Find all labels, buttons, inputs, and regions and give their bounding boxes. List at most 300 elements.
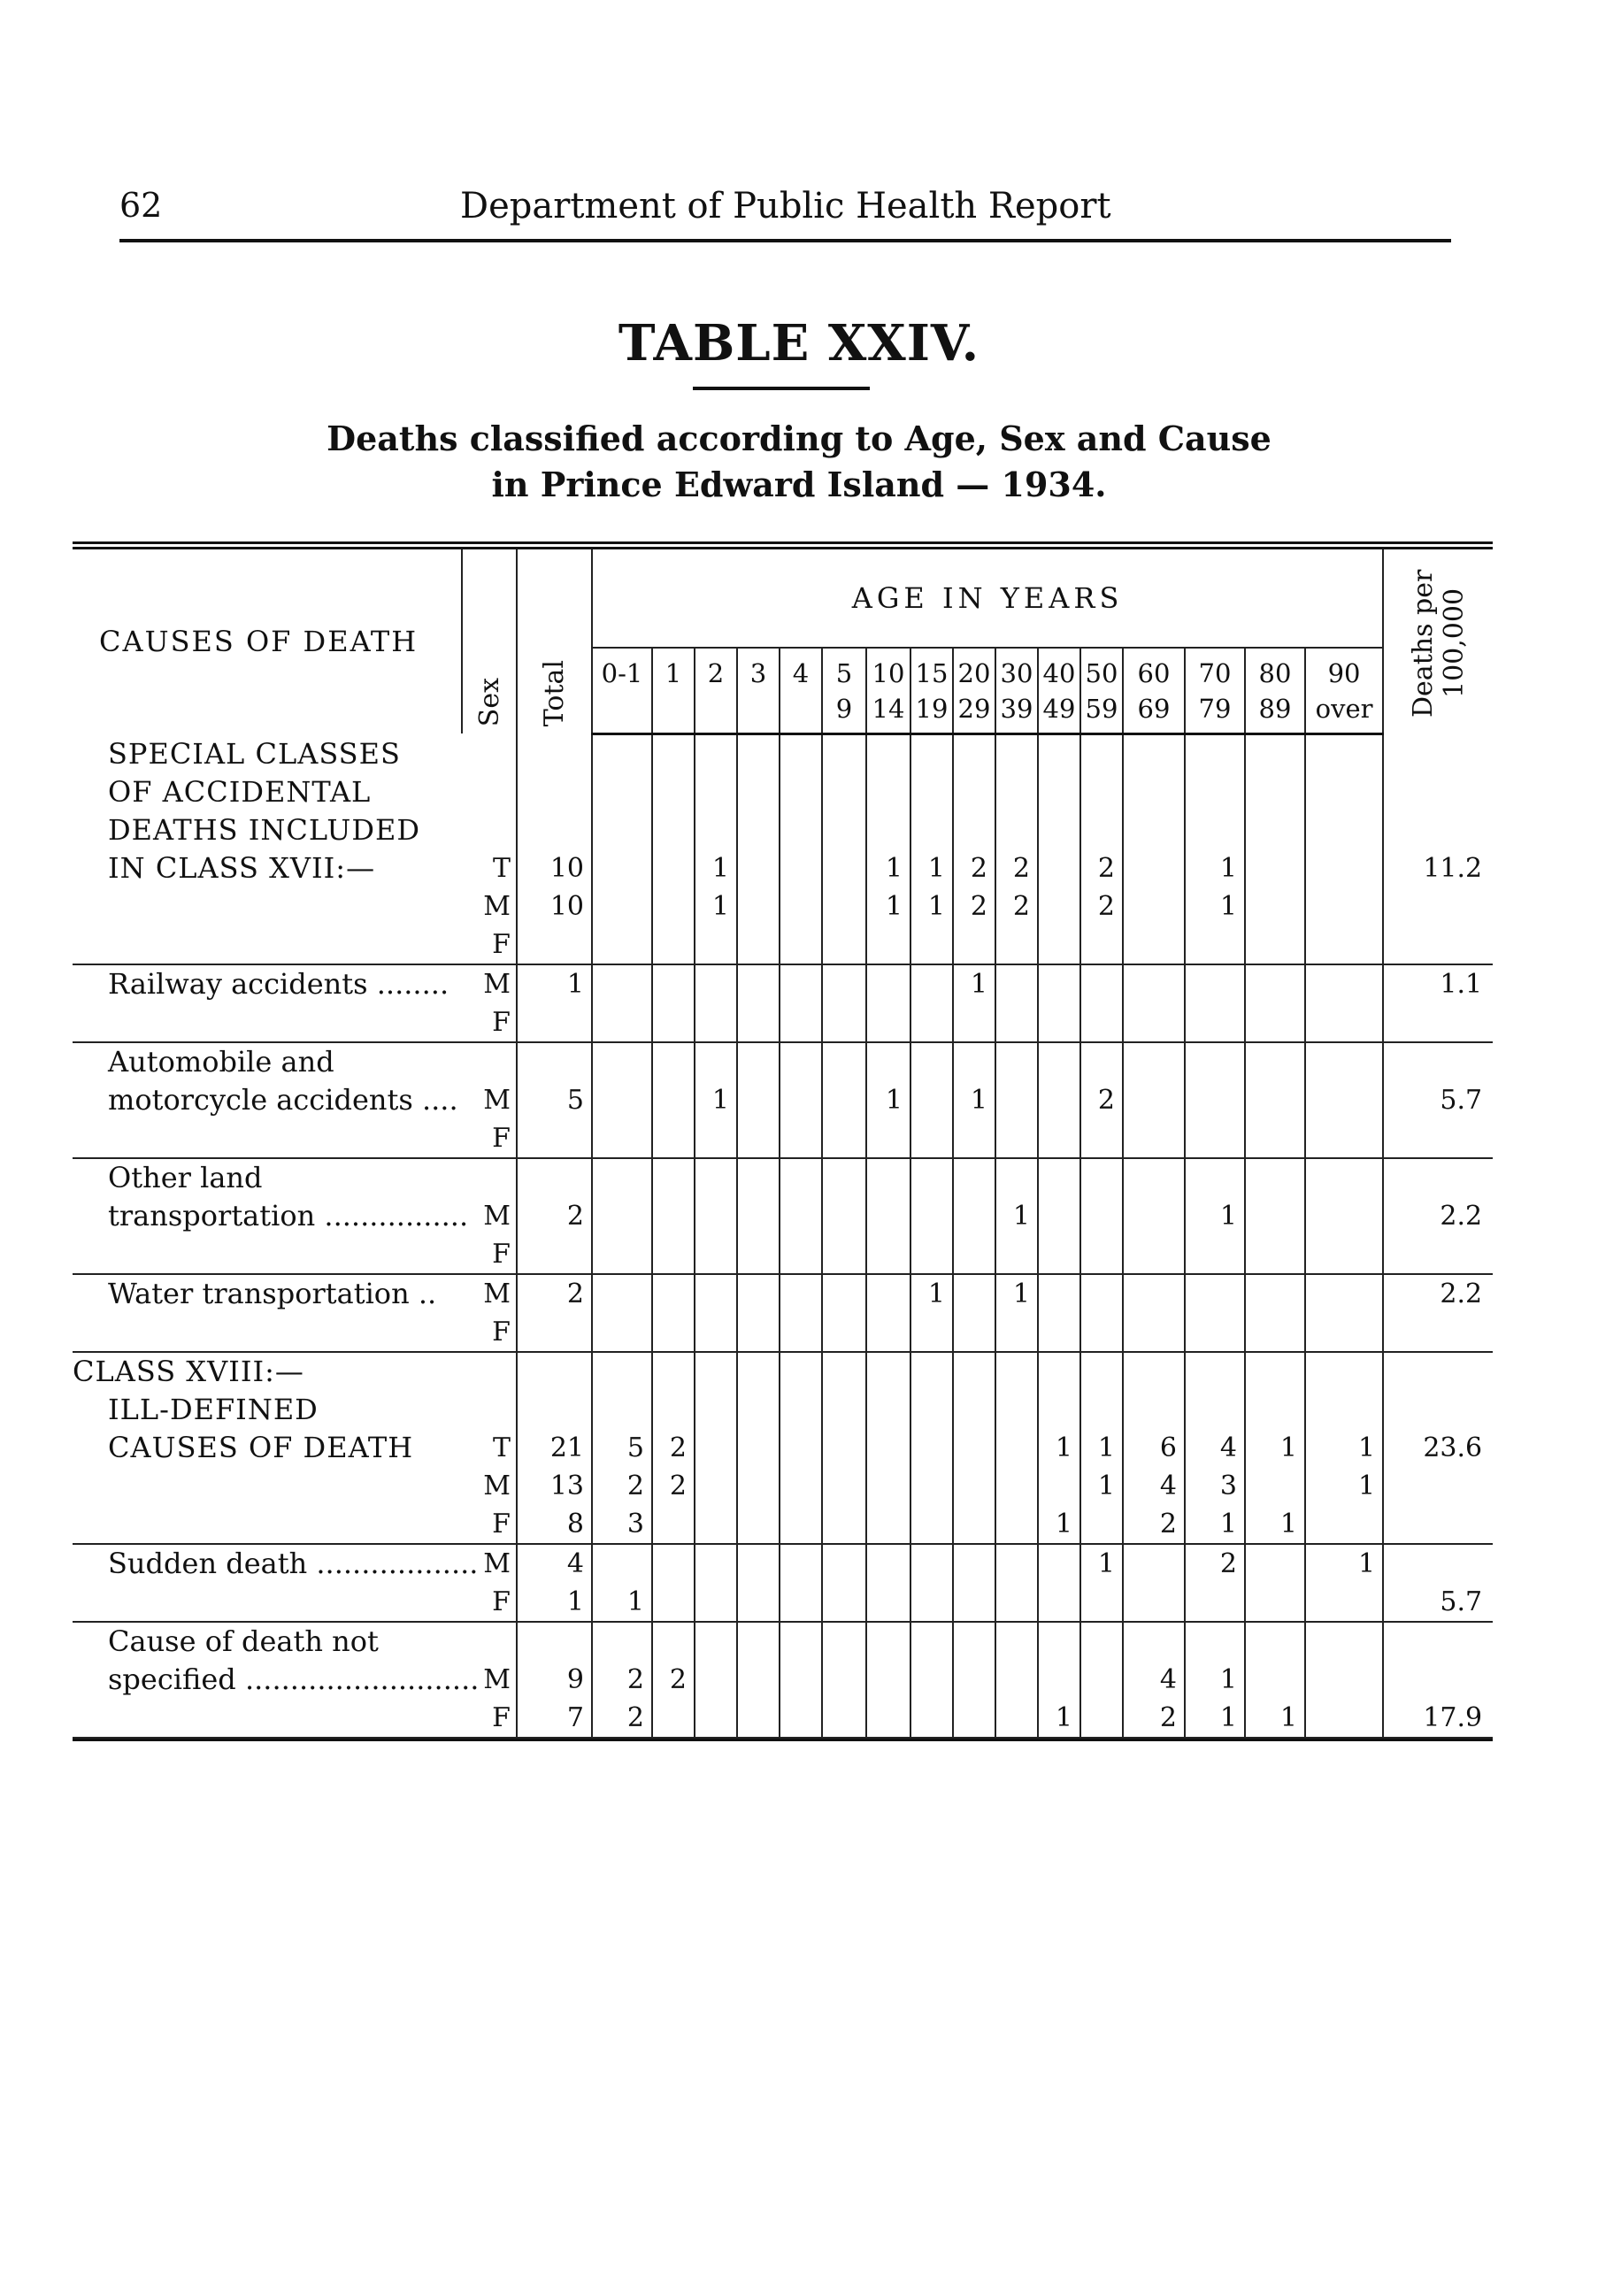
age-count-cell bbox=[953, 1158, 995, 1197]
age-count-cell bbox=[1245, 1661, 1305, 1699]
age-count-cell bbox=[995, 1235, 1038, 1274]
age-count-cell: 2 bbox=[652, 1429, 695, 1467]
age-band-from: 80 bbox=[1258, 658, 1292, 688]
age-count-cell bbox=[1245, 1119, 1305, 1158]
age-count-cell bbox=[866, 1119, 910, 1158]
total-cell: 8 bbox=[517, 1505, 592, 1544]
age-count-cell bbox=[780, 1119, 822, 1158]
age-count-cell bbox=[780, 1699, 822, 1738]
total-cell: 4 bbox=[517, 1544, 592, 1583]
age-count-cell bbox=[737, 964, 780, 1003]
cause-cell bbox=[73, 1119, 462, 1158]
age-count-cell bbox=[1038, 1661, 1080, 1699]
age-count-cell bbox=[737, 1003, 780, 1042]
age-band-header bbox=[953, 648, 995, 733]
age-count-cell bbox=[592, 1352, 652, 1391]
age-count-cell bbox=[737, 1235, 780, 1274]
age-count-cell bbox=[866, 1544, 910, 1583]
cause-cell: DEATHS INCLUDED bbox=[108, 812, 420, 847]
cause-cell: Water transportation .. bbox=[108, 1276, 437, 1310]
age-count-cell bbox=[822, 1081, 866, 1119]
age-count-cell bbox=[1305, 1158, 1383, 1197]
age-count-cell bbox=[995, 964, 1038, 1003]
age-count-cell: 1 bbox=[1245, 1429, 1305, 1467]
header-sex-text: Sex bbox=[473, 677, 505, 726]
total-cell: 7 bbox=[517, 1699, 592, 1738]
age-count-cell: 4 bbox=[1123, 1467, 1185, 1505]
age-count-cell bbox=[822, 1622, 866, 1661]
cause-cell bbox=[73, 925, 462, 964]
age-count-cell bbox=[1080, 1583, 1123, 1622]
age-count-cell bbox=[780, 1081, 822, 1119]
age-count-cell bbox=[780, 849, 822, 887]
age-count-cell bbox=[1185, 1622, 1245, 1661]
age-count-cell bbox=[737, 1583, 780, 1622]
age-count-cell: 4 bbox=[1185, 1429, 1245, 1467]
rate-cell: 5.7 bbox=[1383, 1583, 1493, 1622]
age-count-cell bbox=[1185, 964, 1245, 1003]
age-count-cell bbox=[910, 1197, 953, 1235]
age-count-cell bbox=[737, 1081, 780, 1119]
table-row bbox=[73, 1158, 1493, 1197]
age-count-cell bbox=[780, 1003, 822, 1042]
age-count-cell bbox=[1038, 849, 1080, 887]
rate-cell: 5.7 bbox=[1383, 1081, 1493, 1119]
age-count-cell bbox=[1185, 1583, 1245, 1622]
age-count-cell bbox=[910, 1313, 953, 1352]
age-count-cell bbox=[1038, 1622, 1080, 1661]
age-count-cell: 1 bbox=[1245, 1699, 1305, 1738]
age-count-cell bbox=[910, 1622, 953, 1661]
header-total bbox=[517, 549, 592, 733]
age-count-cell bbox=[780, 1467, 822, 1505]
age-band-from: 2 bbox=[707, 658, 725, 688]
age-count-cell bbox=[652, 1544, 695, 1583]
age-count-cell: 2 bbox=[592, 1699, 652, 1738]
cause-cell: IN CLASS XVII:— bbox=[108, 850, 376, 885]
age-count-cell: 3 bbox=[592, 1505, 652, 1544]
age-count-cell bbox=[1080, 773, 1123, 811]
sex-cell: T bbox=[492, 1432, 511, 1463]
age-count-cell bbox=[1305, 1235, 1383, 1274]
header-deaths-per-100000-text: Deaths per 100,000 bbox=[1407, 569, 1470, 718]
age-band-header bbox=[822, 648, 866, 733]
age-count-cell bbox=[1185, 1042, 1245, 1081]
age-count-cell bbox=[1038, 1391, 1080, 1429]
age-count-cell: 1 bbox=[1038, 1505, 1080, 1544]
age-count-cell bbox=[866, 773, 910, 811]
rate-cell bbox=[1383, 1505, 1493, 1544]
age-count-cell bbox=[910, 925, 953, 964]
age-count-cell bbox=[866, 1003, 910, 1042]
age-count-cell bbox=[1245, 1197, 1305, 1235]
age-count-cell: 2 bbox=[995, 887, 1038, 925]
total-cell: 1 bbox=[517, 964, 592, 1003]
age-count-cell bbox=[995, 1505, 1038, 1544]
subtitle-line-2: in Prince Edward Island — 1934. bbox=[491, 465, 1107, 504]
age-count-cell bbox=[1305, 1081, 1383, 1119]
age-count-cell bbox=[822, 1274, 866, 1313]
age-count-cell: 1 bbox=[866, 1081, 910, 1119]
age-count-cell bbox=[822, 733, 866, 773]
cause-cell: Railway accidents ........ bbox=[108, 966, 449, 1001]
age-count-cell bbox=[737, 887, 780, 925]
rate-cell: 11.2 bbox=[1383, 849, 1493, 887]
age-count-cell bbox=[822, 773, 866, 811]
age-count-cell bbox=[695, 733, 737, 773]
age-count-cell bbox=[652, 1622, 695, 1661]
age-count-cell: 1 bbox=[1185, 1699, 1245, 1738]
total-cell bbox=[517, 773, 592, 811]
age-band-header bbox=[910, 648, 953, 733]
age-count-cell bbox=[695, 773, 737, 811]
sex-cell bbox=[462, 811, 517, 849]
age-count-cell bbox=[780, 1622, 822, 1661]
age-count-cell bbox=[995, 733, 1038, 773]
table-row bbox=[73, 811, 1493, 849]
total-cell: 13 bbox=[517, 1467, 592, 1505]
age-count-cell bbox=[695, 1699, 737, 1738]
age-count-cell: 1 bbox=[1185, 887, 1245, 925]
age-band-header bbox=[695, 648, 737, 733]
age-count-cell bbox=[1305, 1003, 1383, 1042]
age-count-cell: 1 bbox=[1305, 1467, 1383, 1505]
age-count-cell: 1 bbox=[592, 1583, 652, 1622]
age-count-cell bbox=[1305, 1119, 1383, 1158]
age-count-cell bbox=[995, 1158, 1038, 1197]
age-count-cell bbox=[1038, 773, 1080, 811]
age-count-cell bbox=[1080, 1661, 1123, 1699]
age-count-cell bbox=[1245, 1544, 1305, 1583]
total-cell bbox=[517, 1352, 592, 1391]
age-count-cell bbox=[822, 1429, 866, 1467]
age-count-cell bbox=[652, 1699, 695, 1738]
header-causes-of-death: CAUSES OF DEATH bbox=[99, 625, 419, 658]
age-count-cell bbox=[822, 1544, 866, 1583]
age-count-cell bbox=[1305, 887, 1383, 925]
sex-cell: F bbox=[462, 1235, 517, 1274]
age-count-cell bbox=[1038, 1274, 1080, 1313]
age-count-cell bbox=[780, 1352, 822, 1391]
age-count-cell bbox=[953, 1235, 995, 1274]
age-count-cell bbox=[1038, 887, 1080, 925]
age-count-cell bbox=[1185, 1119, 1245, 1158]
age-count-cell bbox=[910, 811, 953, 849]
age-count-cell bbox=[822, 1042, 866, 1081]
age-band-header bbox=[1305, 648, 1383, 733]
age-count-cell: 2 bbox=[1123, 1505, 1185, 1544]
age-count-cell: 1 bbox=[866, 887, 910, 925]
age-count-cell bbox=[866, 925, 910, 964]
age-count-cell bbox=[910, 1505, 953, 1544]
age-count-cell bbox=[995, 1352, 1038, 1391]
age-count-cell bbox=[737, 1313, 780, 1352]
age-count-cell bbox=[822, 1467, 866, 1505]
age-count-cell bbox=[652, 1158, 695, 1197]
age-count-cell bbox=[780, 1042, 822, 1081]
age-count-cell bbox=[910, 1544, 953, 1583]
age-count-cell bbox=[866, 1467, 910, 1505]
age-count-cell bbox=[1123, 1391, 1185, 1429]
age-count-cell bbox=[695, 1158, 737, 1197]
age-band-header bbox=[995, 648, 1038, 733]
cause-cell bbox=[73, 1003, 462, 1042]
age-count-cell bbox=[1123, 964, 1185, 1003]
age-count-cell bbox=[953, 1429, 995, 1467]
age-count-cell bbox=[592, 1274, 652, 1313]
age-count-cell bbox=[1245, 1003, 1305, 1042]
header-total-text: Total bbox=[539, 659, 570, 726]
age-count-cell bbox=[822, 1003, 866, 1042]
age-band-to: 79 bbox=[1198, 694, 1232, 724]
age-count-cell bbox=[822, 811, 866, 849]
age-count-cell bbox=[822, 849, 866, 887]
age-count-cell bbox=[737, 1197, 780, 1235]
age-count-cell bbox=[822, 1197, 866, 1235]
table-row bbox=[73, 925, 1493, 964]
age-count-cell bbox=[780, 811, 822, 849]
age-count-cell bbox=[995, 1003, 1038, 1042]
age-count-cell bbox=[866, 964, 910, 1003]
cause-cell bbox=[73, 1505, 462, 1544]
age-count-cell bbox=[780, 964, 822, 1003]
age-count-cell bbox=[953, 1505, 995, 1544]
age-count-cell: 2 bbox=[1080, 849, 1123, 887]
age-count-cell bbox=[1123, 925, 1185, 964]
age-count-cell bbox=[780, 733, 822, 773]
age-count-cell bbox=[1080, 1197, 1123, 1235]
age-count-cell bbox=[737, 1505, 780, 1544]
table-row bbox=[73, 1661, 1493, 1699]
age-count-cell bbox=[866, 1274, 910, 1313]
age-count-cell bbox=[1123, 1003, 1185, 1042]
age-band-from: 70 bbox=[1198, 658, 1232, 688]
age-count-cell bbox=[780, 1313, 822, 1352]
age-count-cell bbox=[866, 1197, 910, 1235]
age-count-cell: 2 bbox=[953, 887, 995, 925]
rate-cell bbox=[1383, 1622, 1493, 1661]
sex-cell: F bbox=[462, 1699, 517, 1738]
cause-cell bbox=[73, 887, 462, 925]
age-count-cell bbox=[995, 1391, 1038, 1429]
age-count-cell: 1 bbox=[1245, 1505, 1305, 1544]
age-count-cell bbox=[1123, 1352, 1185, 1391]
age-count-cell bbox=[866, 733, 910, 773]
age-count-cell: 1 bbox=[866, 849, 910, 887]
age-count-cell bbox=[1038, 733, 1080, 773]
age-count-cell bbox=[695, 1467, 737, 1505]
age-count-cell bbox=[953, 1622, 995, 1661]
age-count-cell bbox=[737, 849, 780, 887]
age-count-cell bbox=[652, 887, 695, 925]
age-count-cell: 1 bbox=[1038, 1699, 1080, 1738]
rate-cell bbox=[1383, 1661, 1493, 1699]
age-count-cell: 1 bbox=[1185, 1197, 1245, 1235]
age-band-header bbox=[780, 648, 822, 733]
age-count-cell bbox=[1080, 1313, 1123, 1352]
age-count-cell bbox=[1305, 1352, 1383, 1391]
age-count-cell bbox=[1185, 1391, 1245, 1429]
age-count-cell bbox=[652, 1313, 695, 1352]
age-count-cell bbox=[995, 1119, 1038, 1158]
age-count-cell bbox=[822, 925, 866, 964]
age-band-header bbox=[1245, 648, 1305, 733]
age-count-cell bbox=[910, 1467, 953, 1505]
rate-cell bbox=[1383, 1544, 1493, 1583]
rate-cell bbox=[1383, 811, 1493, 849]
age-count-cell bbox=[953, 925, 995, 964]
page-header bbox=[119, 186, 1451, 242]
age-count-cell bbox=[695, 1313, 737, 1352]
age-count-cell bbox=[1305, 849, 1383, 887]
age-count-cell bbox=[1305, 1622, 1383, 1661]
age-count-cell bbox=[695, 811, 737, 849]
age-count-cell bbox=[1185, 1352, 1245, 1391]
age-band-from: 15 bbox=[915, 658, 949, 688]
cause-cell: CLASS XVIII:— bbox=[73, 1354, 304, 1388]
age-count-cell bbox=[652, 1081, 695, 1119]
age-count-cell bbox=[866, 811, 910, 849]
age-count-cell bbox=[1038, 1235, 1080, 1274]
total-cell bbox=[517, 1391, 592, 1429]
age-count-cell bbox=[695, 1429, 737, 1467]
age-count-cell bbox=[737, 733, 780, 773]
age-count-cell: 2 bbox=[995, 849, 1038, 887]
age-count-cell bbox=[953, 1119, 995, 1158]
sex-cell: M bbox=[483, 1084, 511, 1116]
age-count-cell bbox=[592, 849, 652, 887]
age-count-cell bbox=[1123, 1158, 1185, 1197]
age-count-cell bbox=[695, 1274, 737, 1313]
age-count-cell bbox=[652, 773, 695, 811]
age-count-cell bbox=[1245, 964, 1305, 1003]
age-count-cell bbox=[1245, 733, 1305, 773]
age-count-cell bbox=[1080, 1119, 1123, 1158]
age-count-cell bbox=[1038, 1158, 1080, 1197]
age-count-cell bbox=[995, 1313, 1038, 1352]
age-count-cell bbox=[1245, 1352, 1305, 1391]
age-count-cell bbox=[737, 1467, 780, 1505]
age-count-cell bbox=[822, 1158, 866, 1197]
cause-cell: SPECIAL CLASSES bbox=[108, 736, 401, 771]
cause-cell: CAUSES OF DEATH bbox=[108, 1430, 414, 1464]
age-count-cell bbox=[910, 1661, 953, 1699]
age-band-to: 14 bbox=[872, 694, 905, 724]
table-row bbox=[73, 1699, 1493, 1738]
age-count-cell bbox=[780, 887, 822, 925]
age-count-cell bbox=[695, 1544, 737, 1583]
total-cell: 2 bbox=[517, 1274, 592, 1313]
age-count-cell bbox=[1305, 773, 1383, 811]
age-count-cell bbox=[866, 1313, 910, 1352]
age-band-to: 29 bbox=[957, 694, 991, 724]
age-count-cell bbox=[1123, 1235, 1185, 1274]
age-count-cell bbox=[1245, 811, 1305, 849]
age-count-cell bbox=[822, 1119, 866, 1158]
title-rule bbox=[693, 387, 870, 390]
rate-cell bbox=[1383, 1391, 1493, 1429]
age-count-cell: 1 bbox=[953, 964, 995, 1003]
age-count-cell bbox=[1080, 1699, 1123, 1738]
age-count-cell bbox=[866, 1158, 910, 1197]
total-cell bbox=[517, 1003, 592, 1042]
age-count-cell bbox=[910, 1081, 953, 1119]
age-count-cell bbox=[910, 964, 953, 1003]
age-count-cell bbox=[780, 1505, 822, 1544]
age-count-cell bbox=[953, 1583, 995, 1622]
age-count-cell bbox=[1245, 1081, 1305, 1119]
header-sex bbox=[462, 549, 517, 733]
age-count-cell bbox=[953, 1042, 995, 1081]
total-cell bbox=[517, 1235, 592, 1274]
age-count-cell bbox=[1123, 1313, 1185, 1352]
sex-cell: F bbox=[462, 925, 517, 964]
age-count-cell bbox=[1305, 1505, 1383, 1544]
age-count-cell bbox=[737, 1158, 780, 1197]
total-cell bbox=[517, 1119, 592, 1158]
age-count-cell bbox=[1123, 1081, 1185, 1119]
age-count-cell bbox=[652, 964, 695, 1003]
age-count-cell bbox=[1080, 1274, 1123, 1313]
age-count-cell bbox=[1185, 811, 1245, 849]
age-count-cell bbox=[822, 1352, 866, 1391]
rate-cell bbox=[1383, 1158, 1493, 1197]
age-count-cell bbox=[737, 773, 780, 811]
age-count-cell bbox=[953, 1544, 995, 1583]
age-count-cell bbox=[1185, 1274, 1245, 1313]
age-count-cell bbox=[910, 1235, 953, 1274]
sex-cell bbox=[462, 1622, 517, 1661]
age-count-cell bbox=[1038, 1003, 1080, 1042]
age-count-cell bbox=[652, 1042, 695, 1081]
age-count-cell bbox=[995, 1467, 1038, 1505]
age-count-cell bbox=[1080, 1505, 1123, 1544]
table-row bbox=[73, 1583, 1493, 1622]
age-count-cell bbox=[592, 1003, 652, 1042]
age-count-cell bbox=[953, 1391, 995, 1429]
age-count-cell: 1 bbox=[995, 1274, 1038, 1313]
age-count-cell bbox=[1305, 1274, 1383, 1313]
age-count-cell bbox=[1185, 1003, 1245, 1042]
age-count-cell bbox=[1305, 1391, 1383, 1429]
age-band-header bbox=[1123, 648, 1185, 733]
age-count-cell bbox=[652, 849, 695, 887]
age-count-cell bbox=[866, 1583, 910, 1622]
age-count-cell bbox=[953, 1699, 995, 1738]
cause-cell bbox=[73, 1467, 462, 1505]
age-count-cell bbox=[866, 1661, 910, 1699]
age-count-cell bbox=[822, 1699, 866, 1738]
sex-cell: F bbox=[462, 1313, 517, 1352]
age-count-cell bbox=[1185, 1158, 1245, 1197]
age-count-cell bbox=[1185, 1081, 1245, 1119]
table-row bbox=[73, 1352, 1493, 1391]
age-count-cell bbox=[737, 1391, 780, 1429]
table-row bbox=[73, 887, 1493, 925]
age-count-cell bbox=[910, 1391, 953, 1429]
sex-cell: M bbox=[483, 1547, 511, 1579]
age-count-cell bbox=[1123, 887, 1185, 925]
age-count-cell bbox=[1038, 925, 1080, 964]
header-deaths-per-100000 bbox=[1383, 549, 1493, 733]
rate-cell bbox=[1383, 1119, 1493, 1158]
rate-cell bbox=[1383, 1352, 1493, 1391]
table-row bbox=[73, 1003, 1493, 1042]
age-band-header bbox=[592, 648, 652, 733]
age-count-cell bbox=[780, 1661, 822, 1699]
age-count-cell: 2 bbox=[1080, 887, 1123, 925]
age-count-cell bbox=[1080, 925, 1123, 964]
